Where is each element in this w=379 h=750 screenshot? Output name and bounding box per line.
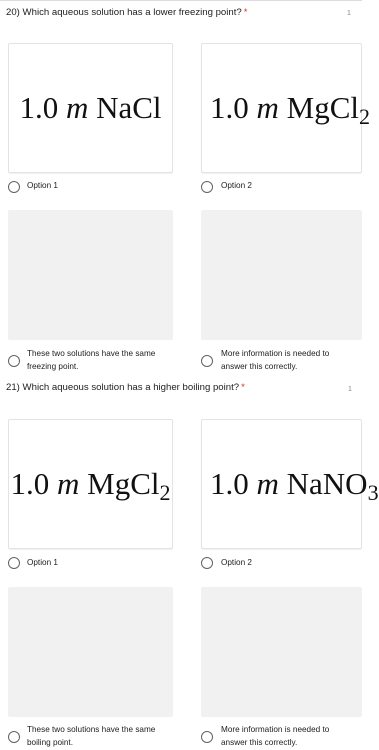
radio-q20-option-1[interactable]: [8, 181, 20, 193]
radio-q21-option-4[interactable]: [201, 731, 213, 743]
formula-subscript: 2: [359, 104, 370, 130]
option-label-same-boiling: [27, 724, 155, 749]
formula-nano3: [210, 466, 379, 506]
formula-subscript: 2: [159, 480, 171, 506]
formula-mgcl2: [10, 466, 171, 506]
option-image-placeholder[interactable]: [201, 210, 362, 340]
formula-value: 1.0: [19, 90, 59, 125]
option-label-line: These two solutions have the same: [27, 725, 156, 734]
formula-value: 1.0: [210, 466, 249, 501]
radio-q21-option-3[interactable]: [8, 731, 20, 743]
radio-q21-option-2[interactable]: [201, 557, 213, 569]
formula-unit: m: [65, 90, 89, 125]
option-label: Option 2: [221, 558, 252, 567]
formula-unit: m: [256, 466, 279, 501]
formula-value: 1.0: [210, 90, 249, 125]
radio-q21-option-1[interactable]: [8, 557, 20, 569]
option-label-more-info: [221, 724, 329, 749]
option-label-line: More information is needed to: [221, 349, 330, 358]
formula-subscript: 3: [367, 480, 379, 506]
formula-unit: m: [256, 90, 279, 125]
question-text: Which aqueous solution has a higher boiling point?: [22, 382, 240, 393]
formula-species: NaNO: [286, 466, 368, 501]
formula-unit: m: [57, 466, 80, 501]
required-asterisk: *: [243, 7, 248, 18]
question-number: 20): [6, 7, 20, 18]
option-label-line: boiling point.: [27, 737, 73, 747]
option-image-mgcl2[interactable]: [8, 419, 173, 549]
option-image-placeholder[interactable]: [8, 587, 173, 717]
formula-species: MgCl: [87, 466, 160, 501]
option-label-line: These two solutions have the same: [27, 349, 156, 358]
formula-mgcl2: [210, 90, 370, 130]
radio-q20-option-2[interactable]: [201, 181, 213, 193]
option-label-line: freezing point.: [27, 361, 79, 371]
option-label-line: answer this correctly.: [221, 737, 298, 747]
formula-species: NaCl: [96, 90, 162, 125]
formula-species: MgCl: [286, 90, 359, 125]
question-number: 21): [6, 382, 20, 393]
option-label: Option 1: [27, 181, 58, 190]
formula-value: 1.0: [10, 466, 50, 501]
option-image-placeholder[interactable]: [8, 210, 173, 340]
formula-nacl: [19, 90, 161, 126]
question-20-title: [6, 7, 346, 18]
question-points: 1: [348, 386, 352, 393]
option-label-line: More information is needed to: [221, 725, 330, 734]
question-points: 1: [347, 10, 351, 17]
top-divider: [0, 0, 362, 1]
radio-q20-option-4[interactable]: [201, 355, 213, 367]
option-label-more-info: [221, 348, 329, 373]
option-label-same-freezing: [27, 348, 155, 373]
option-image-nano3[interactable]: [201, 419, 379, 549]
option-label-line: answer this correctly.: [221, 361, 298, 371]
required-asterisk: *: [241, 382, 245, 393]
radio-q20-option-3[interactable]: [8, 355, 20, 367]
option-image-nacl[interactable]: [8, 43, 173, 173]
option-image-mgcl2[interactable]: [201, 43, 370, 173]
question-21-title: [6, 382, 346, 393]
question-text: Which aqueous solution has a lower freezing point?: [22, 7, 242, 18]
option-label: Option 1: [27, 558, 58, 567]
option-image-placeholder[interactable]: [201, 587, 362, 717]
option-label: Option 2: [221, 181, 252, 190]
